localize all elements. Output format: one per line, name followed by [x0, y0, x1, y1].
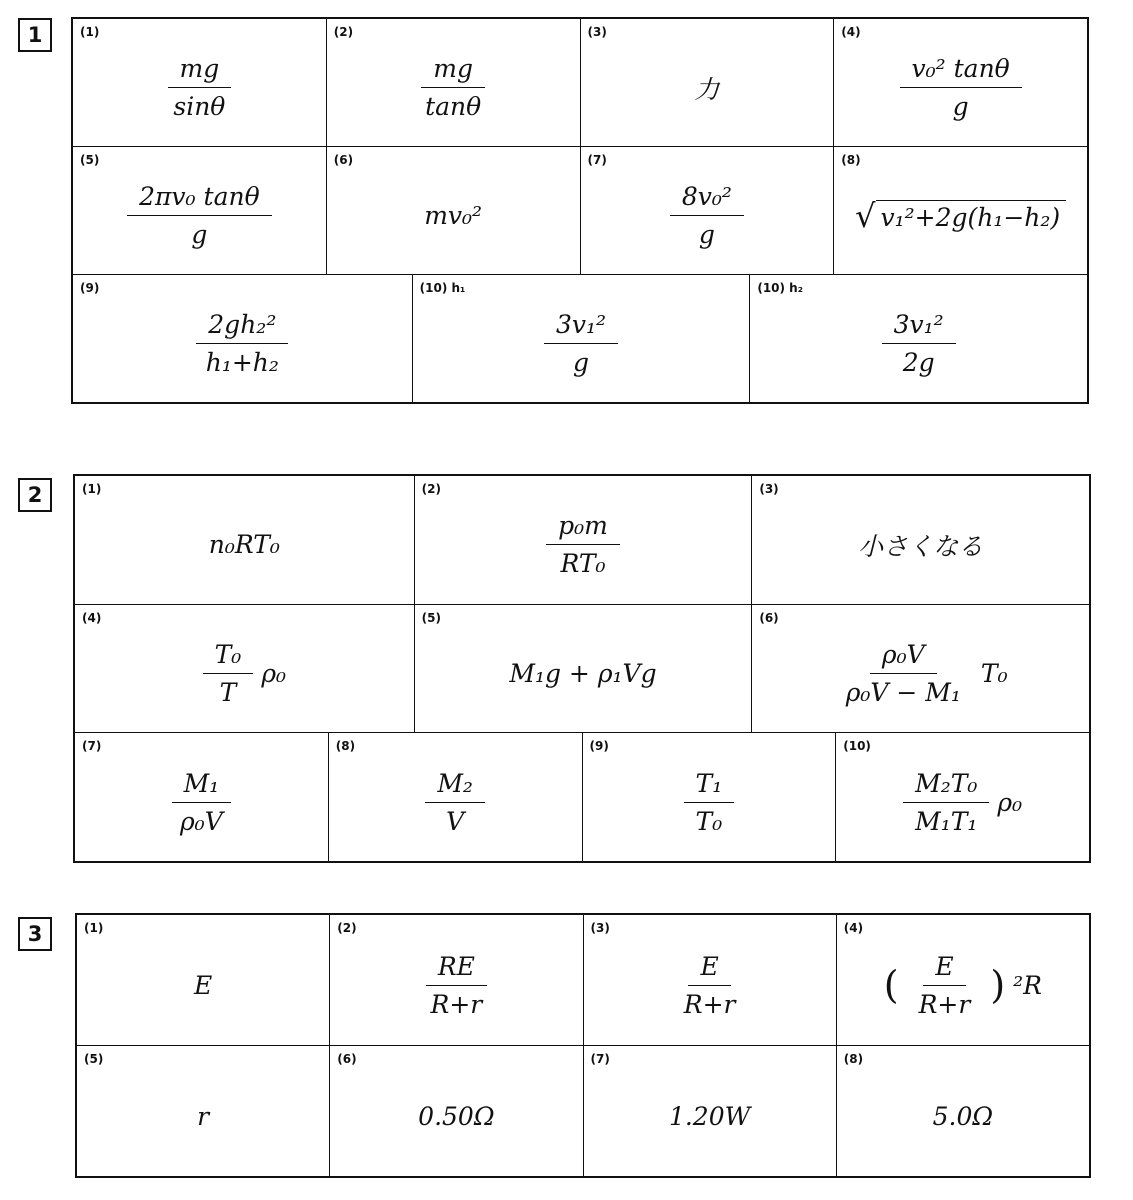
answer-value — [669, 1102, 750, 1131]
answer-cell-2-3-3 — [582, 733, 836, 861]
fraction-denominator: R+r — [918, 989, 971, 1019]
answer-label: (6) — [333, 153, 354, 167]
answer-value — [194, 310, 291, 377]
fraction-numerator: 2πv₀ tanθ — [127, 182, 272, 216]
fraction-denominator: g — [698, 220, 715, 249]
answer-cell-2-3-2 — [328, 733, 582, 861]
fraction-numerator: E — [923, 952, 965, 986]
fraction — [127, 182, 272, 249]
answer-label: (8) — [843, 1052, 864, 1066]
answer-row — [73, 274, 1087, 402]
fraction-denominator: sinθ — [173, 92, 226, 121]
answer-cell-2-2-1 — [75, 605, 414, 733]
answer-text: 小さくなる — [858, 531, 984, 561]
answer-label: (3) — [587, 25, 607, 39]
answer-cell-2-2-3 — [751, 605, 1089, 733]
fraction — [544, 310, 618, 377]
answer-value — [903, 769, 1022, 836]
answer-value — [694, 70, 719, 106]
answer-value — [203, 640, 286, 707]
answer-value — [834, 640, 1008, 707]
answer-row — [77, 1045, 1089, 1176]
answer-label: (10) — [843, 739, 871, 754]
fraction-numerator: RE — [426, 952, 487, 986]
fraction-suffix: ρ₀ — [261, 659, 287, 688]
answer-value — [509, 659, 656, 688]
answer-cell-1-3-3 — [749, 275, 1087, 402]
answer-value — [424, 201, 482, 230]
fraction-denominator: M₁T₁ — [915, 806, 978, 836]
fraction-suffix: ²R — [1013, 970, 1042, 1000]
answer-cell-2-3-1 — [75, 733, 328, 861]
answer-cell-1-3-2 — [412, 275, 750, 402]
radicand: v₁²+2g(h₁−h₂) — [876, 200, 1066, 232]
fraction-numerator: M₂ — [425, 769, 485, 803]
fraction-denominator: g — [191, 220, 208, 249]
answer-label: (10) h₁ — [419, 281, 466, 295]
answer-label: (7) — [590, 1052, 610, 1066]
fraction — [203, 640, 254, 707]
fraction — [425, 769, 485, 836]
answer-label: (2) — [333, 25, 354, 39]
problem-1-answer-grid — [71, 17, 1089, 404]
fraction — [161, 54, 237, 121]
answer-label: (9) — [80, 281, 100, 295]
answer-value — [168, 769, 235, 836]
fraction — [670, 182, 744, 249]
answer-value — [127, 182, 272, 249]
answer-label: (6) — [337, 1052, 357, 1066]
fraction-numerator: T₁ — [684, 769, 735, 803]
fraction-denominator: RT₀ — [560, 549, 606, 579]
answer-value — [900, 54, 1022, 121]
answer-text: r — [197, 1101, 210, 1131]
fraction-numerator: mg — [421, 54, 485, 88]
fraction-numerator: 3v₁² — [882, 310, 956, 344]
fraction-denominator: V — [446, 806, 465, 836]
square-root-expression — [855, 197, 1066, 235]
answer-row — [73, 19, 1087, 146]
answer-cell-3-2-3 — [583, 1046, 836, 1176]
fraction — [546, 511, 620, 578]
answer-label: (3) — [590, 921, 610, 935]
fraction-denominator: tanθ — [425, 92, 482, 121]
answer-row — [73, 146, 1087, 274]
answer-cell-1-2-1 — [73, 147, 326, 274]
answer-label: (4) — [843, 921, 864, 935]
fraction-numerator: M₂T₀ — [903, 769, 989, 803]
answer-label: (7) — [587, 153, 607, 167]
answer-cell-3-1-2 — [329, 915, 582, 1045]
answer-label: (5) — [80, 153, 100, 167]
answer-cell-3-2-2 — [329, 1046, 582, 1176]
answer-cell-1-2-2 — [326, 147, 580, 274]
fraction — [413, 54, 493, 121]
fraction-numerator: mg — [168, 54, 232, 88]
fraction-numerator: T₀ — [203, 640, 254, 674]
answer-text: 0.50Ω — [418, 1101, 495, 1131]
answer-text: 1.20W — [668, 1101, 751, 1131]
fraction-numerator: v₀² tanθ — [900, 54, 1022, 88]
answer-cell-1-1-4 — [833, 19, 1087, 146]
answer-value — [425, 769, 485, 836]
fraction — [684, 769, 735, 836]
answer-label: (2) — [421, 482, 441, 496]
answer-cell-3-2-1 — [77, 1046, 329, 1176]
fraction-suffix: T₀ — [980, 659, 1008, 688]
answer-value — [933, 1102, 994, 1131]
fraction-numerator: M₁ — [172, 769, 232, 803]
fraction-numerator: 3v₁² — [544, 310, 618, 344]
fraction — [834, 640, 973, 707]
answer-label: (8) — [335, 739, 356, 754]
square-root-sign: √ — [855, 196, 876, 235]
answer-cell-3-1-3 — [583, 915, 836, 1045]
answer-value — [197, 1102, 209, 1131]
answer-label: (8) — [841, 153, 861, 167]
fraction-denominator: T — [219, 678, 237, 707]
answer-label: (6) — [759, 610, 779, 625]
fraction-denominator: h₁+h₂ — [205, 348, 279, 377]
answer-cell-1-2-4 — [833, 147, 1087, 274]
problem-3-answer-grid — [75, 913, 1091, 1178]
answer-label: (9) — [589, 739, 609, 754]
fraction-suffix: ρ₀ — [997, 787, 1023, 817]
answer-cell-2-2-2 — [414, 605, 752, 733]
answer-text: 力 — [694, 74, 720, 104]
answer-label: (10) h₂ — [757, 281, 803, 295]
problem-2-answer-grid — [73, 474, 1091, 863]
answer-label: (4) — [841, 25, 861, 39]
fraction-denominator: 2g — [902, 348, 935, 377]
fraction-denominator: R+r — [430, 989, 483, 1019]
answer-value — [209, 530, 280, 559]
answer-value — [544, 310, 618, 377]
fraction-numerator: p₀m — [546, 511, 620, 545]
answer-cell-1-3-1 — [73, 275, 412, 402]
answer-label: (3) — [759, 482, 779, 496]
answer-value — [419, 952, 495, 1019]
answer-row — [75, 604, 1089, 733]
problem-3-number: 3 — [18, 917, 52, 951]
fraction-denominator: R+r — [683, 989, 736, 1019]
fraction — [168, 769, 235, 836]
fraction-numerator: E — [688, 952, 730, 986]
answer-label: (5) — [421, 610, 441, 625]
answer-cell-2-1-2 — [414, 476, 752, 604]
fraction — [882, 310, 956, 377]
answer-row — [75, 476, 1089, 604]
answer-value — [161, 54, 237, 121]
fraction-denominator: g — [952, 92, 969, 121]
answer-text: 5.0Ω — [932, 1101, 994, 1131]
answer-text: n₀RT₀ — [208, 530, 280, 560]
answer-label: (5) — [84, 1052, 104, 1066]
fraction — [903, 769, 989, 836]
answer-value — [882, 310, 956, 377]
answer-value — [684, 769, 735, 836]
fraction — [672, 952, 748, 1019]
answer-cell-3-1-1 — [77, 915, 329, 1045]
answer-cell-1-1-2 — [326, 19, 580, 146]
right-parenthesis: ) — [990, 963, 1006, 1007]
fraction-numerator: ρ₀V — [870, 640, 937, 674]
answer-label: (1) — [82, 482, 102, 496]
answer-value — [884, 952, 1042, 1019]
fraction-denominator: T₀ — [695, 806, 723, 836]
answer-value — [413, 54, 493, 121]
answer-label: (1) — [84, 921, 104, 935]
answer-cell-1-1-3 — [580, 19, 834, 146]
answer-cell-2-1-3 — [751, 476, 1089, 604]
problem-2-number: 2 — [18, 478, 52, 512]
answer-row — [77, 915, 1089, 1045]
answer-label: (2) — [337, 921, 357, 935]
answer-cell-1-2-3 — [580, 147, 834, 274]
answer-cell-3-1-4 — [836, 915, 1089, 1045]
answer-row — [75, 732, 1089, 861]
answer-value — [855, 197, 1066, 235]
answer-label: (1) — [80, 25, 100, 39]
answer-text: M₁g + ρ₁Vg — [509, 659, 657, 688]
answer-cell-2-3-4 — [835, 733, 1089, 861]
fraction-denominator: ρ₀V — [179, 806, 223, 836]
answer-label: (7) — [82, 739, 102, 754]
answer-text: mv₀² — [424, 201, 483, 230]
fraction — [907, 952, 983, 1019]
fraction — [194, 310, 291, 377]
answer-cell-2-1-1 — [75, 476, 414, 604]
answer-value — [194, 971, 212, 1000]
fraction-denominator: g — [572, 348, 589, 377]
answer-value — [858, 527, 983, 563]
fraction-denominator: ρ₀V − M₁ — [845, 678, 961, 707]
left-parenthesis: ( — [883, 963, 899, 1007]
fraction — [419, 952, 495, 1019]
problem-1-number: 1 — [18, 18, 52, 52]
answer-label: (4) — [82, 610, 102, 625]
fraction — [900, 54, 1022, 121]
answer-value — [546, 511, 620, 578]
answer-text: E — [194, 970, 213, 1000]
fraction-numerator: 8v₀² — [670, 182, 744, 216]
answer-value — [672, 952, 748, 1019]
fraction-numerator: 2gh₂² — [196, 310, 288, 344]
answer-cell-1-1-1 — [73, 19, 326, 146]
answer-value — [670, 182, 744, 249]
answer-cell-3-2-4 — [836, 1046, 1089, 1176]
answer-value — [418, 1102, 494, 1131]
